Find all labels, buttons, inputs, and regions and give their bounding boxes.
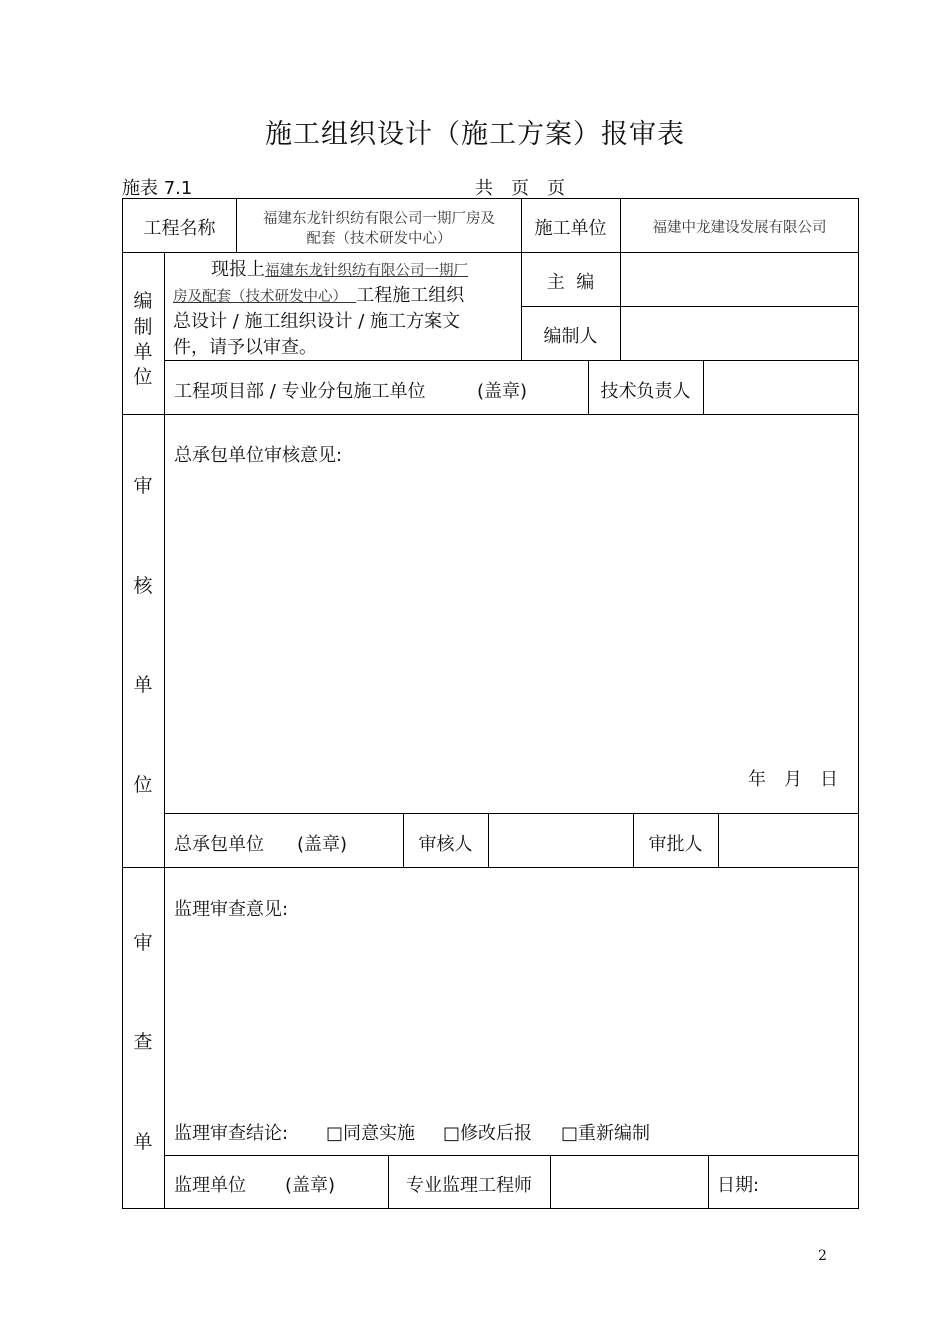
supervision-conclusion-label: 监理审查结论: xyxy=(174,1123,289,1144)
review-date-label: 年 月 日 xyxy=(748,769,838,790)
reviewer-label: 审核人 xyxy=(418,834,473,855)
side-char: 制 xyxy=(133,316,153,338)
supervision-date-label: 日期: xyxy=(717,1175,760,1196)
supervising-engineer-label: 专业监理工程师 xyxy=(406,1175,532,1196)
col-divider xyxy=(164,252,165,1208)
seal-label: (盖章) xyxy=(477,381,528,402)
seal-label: (盖章) xyxy=(285,1175,336,1196)
page-title: 施工组织设计（施工方案）报审表 xyxy=(265,119,685,150)
side-char: 单 xyxy=(133,341,153,363)
side-char: 核 xyxy=(133,575,153,597)
review-opinion-label: 总承包单位审核意见: xyxy=(174,445,343,466)
option-approve-checkbox[interactable]: □同意实施 xyxy=(326,1123,416,1144)
seal-label: (盖章) xyxy=(297,834,348,855)
project-dept-label: 工程项目部 / 专业分包施工单位 xyxy=(174,381,426,402)
submission-statement-line1: 现报上福建东龙针织纺有限公司一期厂 xyxy=(211,259,468,280)
col-divider xyxy=(550,1155,551,1208)
col-divider xyxy=(703,360,704,414)
row-divider xyxy=(521,306,858,307)
chief-editor-label: 主 编 xyxy=(546,272,595,293)
supervision-opinion-label: 监理审查意见: xyxy=(174,899,289,920)
submission-statement-line3: 总设计 / 施工组织设计 / 施工方案文 xyxy=(173,311,461,332)
col-divider xyxy=(488,813,489,867)
side-char: 查 xyxy=(133,1031,153,1053)
supervision-unit-label: 监理单位 xyxy=(174,1175,246,1196)
side-char: 审 xyxy=(133,932,153,954)
page-count: 共 页 页 xyxy=(475,178,565,199)
side-char: 审 xyxy=(133,475,153,497)
side-char: 位 xyxy=(133,774,153,796)
option-redo-checkbox[interactable]: □重新编制 xyxy=(561,1123,651,1144)
contractor-value: 福建中龙建设发展有限公司 xyxy=(652,220,827,236)
tech-lead-label: 技术负责人 xyxy=(600,381,691,402)
row-divider xyxy=(123,252,858,253)
submission-statement-line4: 件，请予以审查。 xyxy=(173,337,317,358)
side-char: 编 xyxy=(133,290,153,312)
project-name-line2: 配套（技术研发中心） xyxy=(306,231,452,247)
side-char: 单 xyxy=(133,674,153,696)
side-char: 单 xyxy=(133,1131,153,1153)
row-divider xyxy=(123,867,858,868)
col-divider xyxy=(718,813,719,867)
approver-label: 审批人 xyxy=(648,834,703,855)
project-name-label: 工程名称 xyxy=(143,218,216,239)
form-number: 施表 7.1 xyxy=(122,178,193,199)
page-number: 2 xyxy=(818,1248,827,1264)
option-revise-checkbox[interactable]: □修改后报 xyxy=(443,1123,533,1144)
submission-statement-line2: 房及配套（技术研发中心） 工程施工组织 xyxy=(173,285,465,306)
editor-label: 编制人 xyxy=(543,326,598,347)
col-divider xyxy=(708,1155,709,1208)
row-divider xyxy=(164,813,858,814)
row-divider xyxy=(123,414,858,415)
general-contractor-label: 总承包单位 xyxy=(174,834,264,855)
project-name-line1: 福建东龙针织纺有限公司一期厂房及 xyxy=(263,211,495,227)
row-divider xyxy=(164,1155,858,1156)
review-form-table xyxy=(122,198,859,1209)
contractor-label: 施工单位 xyxy=(534,218,607,239)
side-char: 位 xyxy=(133,366,153,388)
